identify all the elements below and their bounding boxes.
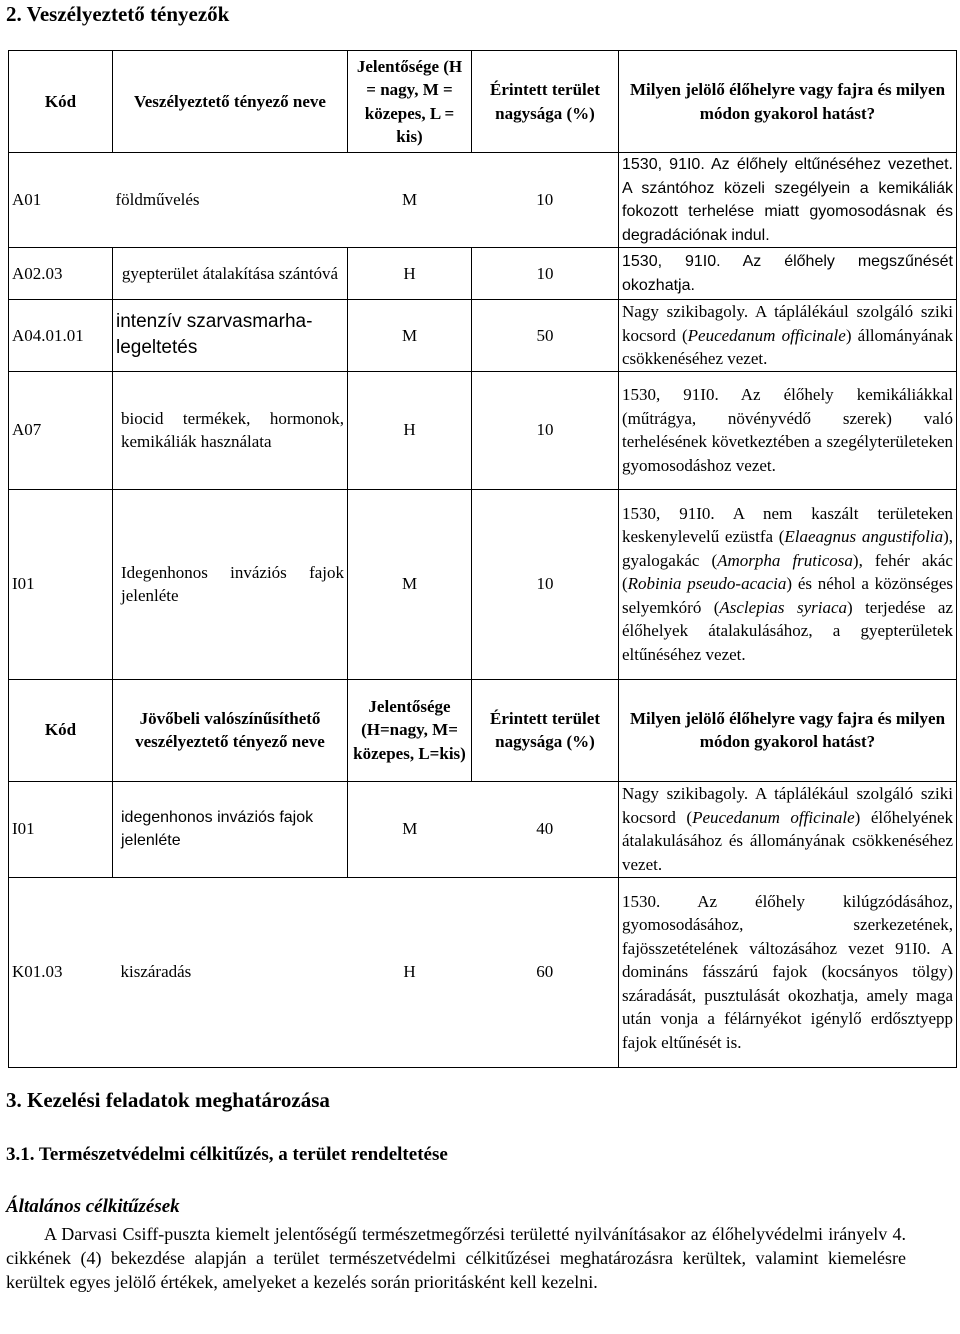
cell-area: 10 bbox=[472, 153, 619, 248]
effect-text: Nagy szikibagoly. A táplálékául szolgáló sziki kocsord ( bbox=[622, 302, 953, 345]
cell-code: A07 bbox=[9, 371, 113, 489]
table-row bbox=[9, 489, 957, 679]
cell-importance: M bbox=[348, 300, 472, 372]
effect-text: Nagy szikibagoly. A táplálékául szolgáló sziki kocsord ( bbox=[622, 784, 953, 827]
threats-table bbox=[8, 50, 957, 1068]
header-area: Érintett terület nagysága (%) bbox=[472, 51, 619, 153]
cell-threat-name: biocid termékek, hormonok, kemikáliák használata bbox=[113, 371, 348, 489]
species-name: Elaeagnus angustifolia bbox=[784, 527, 944, 547]
table-row bbox=[9, 877, 957, 1067]
table-row bbox=[9, 153, 957, 248]
future-header-row bbox=[9, 679, 957, 781]
species-name: Peucedanum officinale bbox=[687, 325, 846, 345]
subsection-heading: 3.1. Természetvédelmi célkitűzés, a terület rendeltetése bbox=[6, 1144, 448, 1165]
cell-importance: M bbox=[348, 153, 472, 248]
cell-importance: H bbox=[348, 371, 472, 489]
table-row bbox=[9, 248, 957, 300]
cell-area: 50 bbox=[472, 300, 619, 372]
body-paragraph: A Darvasi Csiff-puszta kiemelt jelentőségű természetmegőrzési területté nyilvánításakor az élőhelyvédelmi irányelv 4. cikkének (4) bekezdése alapján a terület természetvédelmi célkitűzései meghatározásra kerültek, valamint kiemelésre kerültek egyes jelölő értékek, amelyeket a kezelés során prioritásként kell kezelni. bbox=[6, 1224, 906, 1292]
effect-text: 1530, 91I0. A nem kaszált területeken keskenylevelű ezüstfa ( bbox=[622, 503, 953, 547]
effect-text: ), gyalogakác ( bbox=[622, 527, 954, 570]
header-effect: Milyen jelölő élőhelyre vagy fajra és milyen módon gyakorol hatást? bbox=[619, 51, 957, 153]
effect-text: ) állományának csökkenéséhez vezet. bbox=[622, 325, 954, 368]
species-name: Peucedanum officinale bbox=[692, 807, 855, 827]
cell-code: A02.03 bbox=[9, 248, 113, 300]
cell-importance: H bbox=[348, 877, 472, 1067]
table-row bbox=[9, 371, 957, 489]
header-importance: Jelentősége (H=nagy, M= közepes, L=kis) bbox=[348, 679, 472, 781]
cell-area: 40 bbox=[472, 781, 619, 877]
header-code: Kód bbox=[9, 51, 113, 153]
effect-text: ), fehér akác ( bbox=[622, 550, 953, 594]
cell-effect: 1530, 91I0. Az élőhely kemikáliákkal (műtrágya, növényvédő szerek) való terhelésének következtében a szegélyterületeken gyomosodáshoz vezet. bbox=[619, 371, 957, 489]
effect-text: ) terjedése az élőhelyek átalakulásához, a gyepterületek eltűnéséhez vezet. bbox=[622, 597, 953, 664]
header-future-threat-name: Jövőbeli valószínűsíthető veszélyeztető tényező neve bbox=[113, 679, 348, 781]
effect-text: ) és néhol a közönséges selyemkóró ( bbox=[622, 574, 954, 617]
general-objectives-title: Általános célkitűzések bbox=[6, 1196, 180, 1217]
header-threat-name: Veszélyeztető tényező neve bbox=[113, 51, 348, 153]
cell-effect bbox=[619, 300, 957, 372]
cell-threat-name: gyepterület átalakítása szántóvá bbox=[113, 248, 348, 300]
cell-threat-name: földművelés bbox=[113, 153, 348, 248]
section-heading-3: 3. Kezelési feladatok meghatározása bbox=[6, 1088, 330, 1112]
section-heading-2: 2. Veszélyeztető tényezők bbox=[6, 2, 230, 26]
cell-effect bbox=[619, 781, 957, 877]
cell-effect: 1530. Az élőhely kilúgzódásához, gyomosodásához, szerkezetének, fajösszetételének változásához vezet 91I0. A domináns fásszárú fajok (kocsányos tölgy) száradását, pusztulását okozhatja, amely maga után vonja a félárnyékot igénylő erdősztyepp fajok eltűnését is. bbox=[619, 877, 957, 1067]
cell-threat-name: intenzív szarvasmarha-legeltetés bbox=[113, 300, 348, 372]
cell-area: 10 bbox=[472, 371, 619, 489]
cell-code: K01.03 bbox=[9, 877, 113, 1067]
table-row bbox=[9, 781, 957, 877]
species-name: Robinia pseudo-acacia bbox=[627, 574, 787, 594]
cell-importance: H bbox=[348, 248, 472, 300]
cell-code: A01 bbox=[9, 153, 113, 248]
header-area: Érintett terület nagysága (%) bbox=[472, 679, 619, 781]
cell-effect: 1530, 91I0. Az élőhely megszűnését okozhatja. bbox=[619, 248, 957, 300]
cell-effect: 1530, 91I0. Az élőhely eltűnéséhez vezethet. A szántóhoz közeli szegélyein a kemikáliák fokozott terhelése miatt gyomosodásnak és degradációnak indul. bbox=[619, 153, 957, 248]
cell-area: 10 bbox=[472, 489, 619, 679]
header-importance: Jelentősége (H = nagy, M = közepes, L = kis) bbox=[348, 51, 472, 153]
species-name: Asclepias syriaca bbox=[719, 597, 847, 617]
table-row bbox=[9, 300, 957, 372]
header-code: Kód bbox=[9, 679, 113, 781]
cell-importance: M bbox=[348, 781, 472, 877]
cell-code: I01 bbox=[9, 781, 113, 877]
table-header-row bbox=[9, 51, 957, 153]
header-effect: Milyen jelölő élőhelyre vagy fajra és milyen módon gyakorol hatást? bbox=[619, 679, 957, 781]
effect-text: ) élőhelyének átalakulásához és állományának csökkenéséhez vezet. bbox=[622, 807, 953, 874]
cell-effect bbox=[619, 489, 957, 679]
cell-code: I01 bbox=[9, 489, 113, 679]
cell-threat-name: idegenhonos inváziós fajok jelenléte bbox=[113, 781, 348, 877]
cell-area: 60 bbox=[472, 877, 619, 1067]
cell-threat-name: kiszáradás bbox=[113, 877, 348, 1067]
cell-area: 10 bbox=[472, 248, 619, 300]
cell-threat-name: Idegenhonos inváziós fajok jelenléte bbox=[113, 489, 348, 679]
cell-code: A04.01.01 bbox=[9, 300, 113, 372]
cell-importance: M bbox=[348, 489, 472, 679]
species-name: Amorpha fruticosa bbox=[717, 550, 853, 570]
